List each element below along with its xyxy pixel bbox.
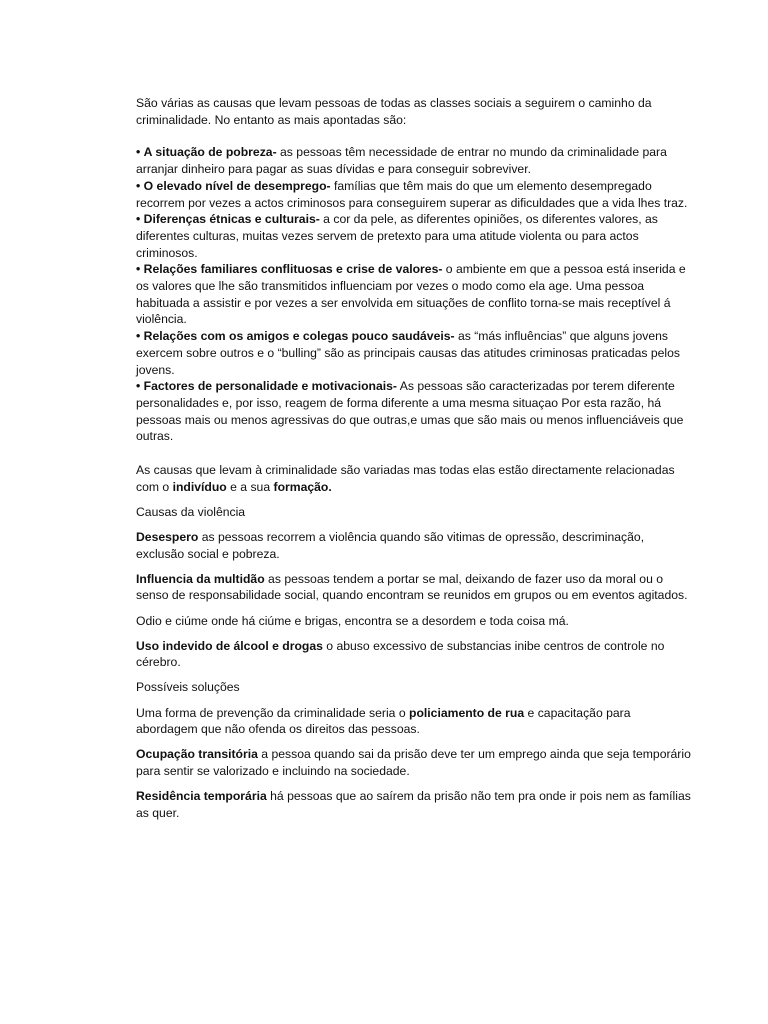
- list-item: [136, 328, 692, 378]
- bullet-marker: •: [136, 379, 141, 394]
- solution-intro-bold: policiamento de rua: [409, 705, 525, 720]
- list-item-text: as “más influências” que alguns jovens exercem sobre outros e o “bulling” são as principais causas das atitudes criminosas praticadas pelos jovens.: [136, 329, 680, 377]
- list-item: [136, 211, 692, 261]
- list-item-title: Relações com os amigos e colegas pouco saudáveis-: [143, 329, 455, 344]
- solution-intro: [136, 705, 692, 738]
- summary-paragraph: [136, 462, 692, 495]
- solution-item: [136, 788, 692, 821]
- violence-item-text: as pessoas recorrem a violência quando são vitimas de opressão, descriminação, exclusão social e pobreza.: [136, 529, 645, 561]
- list-item-text: as pessoas têm necessidade de entrar no mundo da criminalidade para arranjar dinheiro para pagar as suas dívidas e para conseguir sobreviver.: [136, 145, 667, 177]
- solution-intro-text: e capacitação para abordagem que não ofenda os direitos das pessoas.: [136, 705, 631, 737]
- intro-paragraph: São várias as causas que levam pessoas de todas as classes sociais a seguirem o caminho da criminalidade. No entanto as mais apontadas são:: [136, 96, 652, 127]
- violence-item-title: Uso indevido de álcool e drogas: [136, 638, 323, 653]
- solution-item: [136, 746, 692, 779]
- list-item: [136, 178, 692, 211]
- list-item-title: Relações familiares conflituosas e crise de valores-: [143, 262, 443, 277]
- violence-heading: Causas da violência: [136, 504, 246, 519]
- list-item: [136, 261, 692, 328]
- solution-item-text: a pessoa quando sai da prisão deve ter um emprego ainda que seja temporário para sentir se valorizado e incluindo na sociedade.: [136, 747, 691, 779]
- list-item-title: Factores de personalidade e motivacionais-: [143, 379, 397, 394]
- solutions-heading: Possíveis soluções: [136, 680, 240, 695]
- violence-item-text: as pessoas tendem a portar se mal, deixando de fazer uso da moral ou o senso de responsabilidade social, quando encontram se reunidos em grupos ou em eventos agitados.: [136, 571, 688, 603]
- list-item-text: o ambiente em que a pessoa está inserida e os valores que lhe são transmitidos influenciam por vezes o modo como ela age. Uma pessoa habituada a assistir e por vezes a ser envolvida em situações de conflito torna-se mais receptível á violência.: [136, 262, 686, 327]
- violence-item: [136, 571, 692, 604]
- list-item: [136, 378, 692, 445]
- bullet-marker: •: [136, 329, 141, 344]
- violence-item-text: Odio e ciúme onde há ciúme e brigas, encontra se a desordem e toda coisa má.: [136, 613, 569, 628]
- bullet-marker: •: [136, 178, 141, 193]
- bullet-marker: •: [136, 212, 141, 227]
- violence-item-title: Influencia da multidão: [136, 571, 265, 586]
- violence-item: [136, 638, 692, 671]
- summary-text: e a sua: [226, 479, 274, 494]
- document-page: [136, 95, 692, 830]
- violence-item-title: Desespero: [136, 529, 199, 544]
- list-item-text: As pessoas são caracterizadas por terem diferente personalidades e, por isso, reagem de forma diferente a uma mesma situaçao Por esta razão, há pessoas mais ou menos agressivas do que outras,e umas que são mais ou menos influenciáveis que outras.: [136, 379, 684, 444]
- summary-bold-formacao: formação.: [273, 479, 332, 494]
- list-item-text: famílias que têm mais do que um elemento desempregado recorrem por vezes a actos criminosos para conseguirem superar as dificuldades que a vida lhes traz.: [136, 178, 688, 210]
- solution-item-text: há pessoas que ao saírem da prisão não tem pra onde ir pois nem as famílias as quer.: [136, 789, 691, 820]
- summary-bold-individuo: indivíduo: [172, 479, 227, 494]
- solution-intro-text: Uma forma de prevenção da criminalidade seria o: [136, 705, 409, 720]
- violence-item: [136, 529, 692, 562]
- list-item-title: A situação de pobreza-: [143, 145, 277, 160]
- causes-list: [136, 144, 692, 445]
- summary-text: As causas que levam à criminalidade são variadas mas todas elas estão directamente relacionadas com o: [136, 463, 675, 494]
- solution-item-title: Ocupação transitória: [136, 747, 258, 762]
- violence-item-text: o abuso excessivo de substancias inibe centros de controle no cérebro.: [136, 638, 665, 670]
- list-item-title: O elevado nível de desemprego-: [143, 178, 331, 193]
- violence-item: [136, 613, 692, 630]
- list-item: [136, 144, 692, 177]
- bullet-marker: •: [136, 262, 141, 277]
- bullet-marker: •: [136, 145, 141, 160]
- solution-item-title: Residência temporária: [136, 789, 267, 804]
- list-item-text: a cor da pele, as diferentes opiniões, os diferentes valores, as diferentes culturas, muitas vezes servem de pretexto para uma atitude violenta ou para actos criminosos.: [136, 212, 658, 260]
- list-item-title: Diferenças étnicas e culturais-: [143, 212, 320, 227]
